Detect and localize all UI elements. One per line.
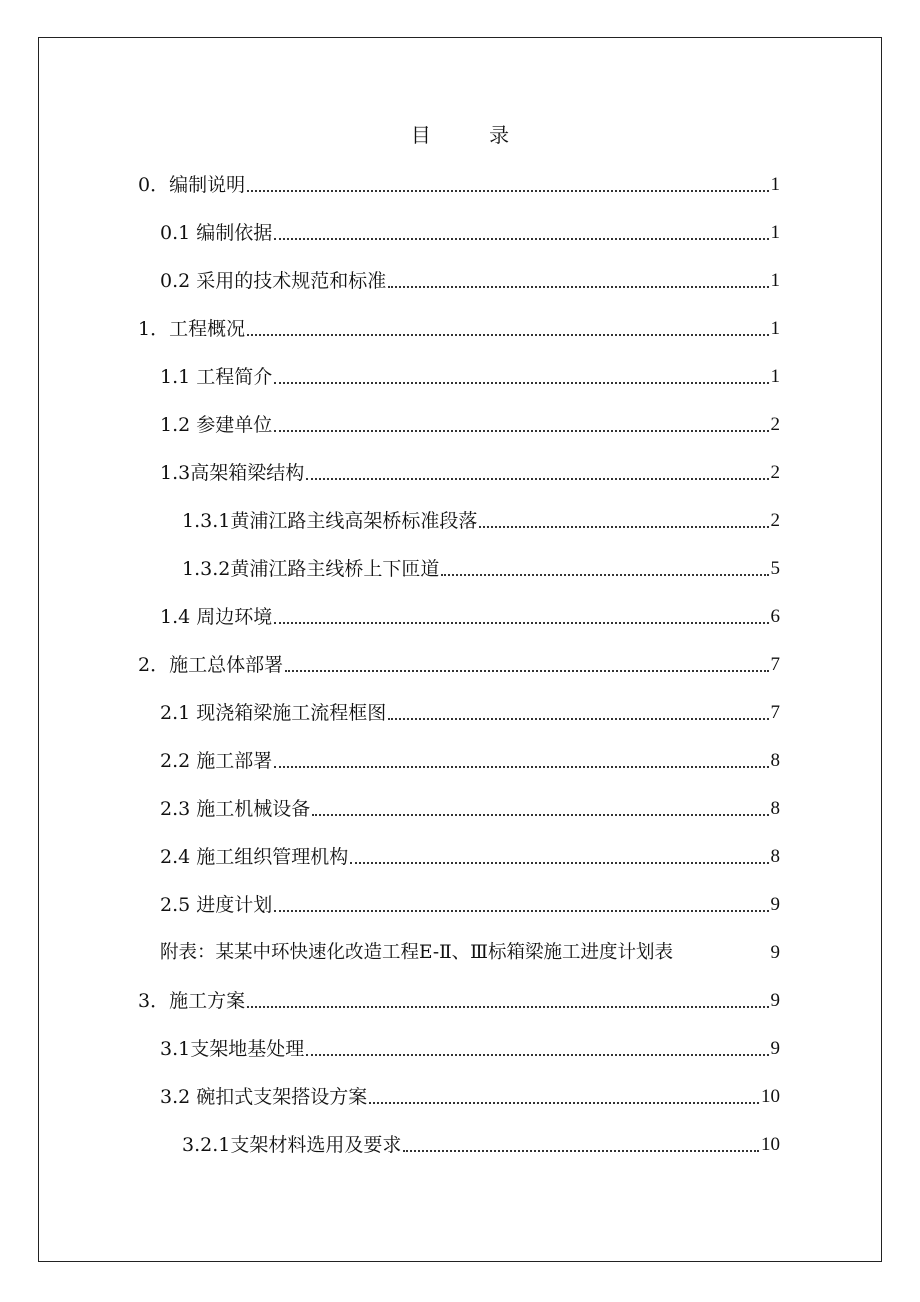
toc-entry-page: 8: [770, 750, 780, 771]
toc-entry[interactable]: [160, 890, 780, 920]
toc-entry-label: 0.2 采用的技术规范和标准: [160, 270, 387, 292]
toc-entry-label: 2.3 施工机械设备: [160, 798, 311, 820]
toc-leader-dots: [388, 286, 768, 288]
toc-entry-page: 7: [770, 654, 780, 675]
toc-entry[interactable]: [160, 458, 780, 488]
toc-entry-page: 2: [770, 414, 780, 435]
toc-leader-dots: [274, 238, 768, 240]
toc-leader-dots: [479, 526, 768, 528]
toc-entry-page: 9: [770, 1038, 780, 1059]
toc-entry[interactable]: [160, 842, 780, 872]
toc-entry-page: 8: [770, 798, 780, 819]
toc-entry[interactable]: [160, 1034, 780, 1064]
toc-leader-dots: [312, 814, 768, 816]
toc-entry[interactable]: [160, 218, 780, 248]
toc-entry-label: 1.3高架箱梁结构: [160, 462, 305, 484]
toc-leader-dots: [247, 190, 768, 192]
toc-entry-label: 3.1支架地基处理: [160, 1038, 305, 1060]
toc-entry[interactable]: [160, 410, 780, 440]
toc-leader-dots: [285, 670, 768, 672]
toc-entry[interactable]: [160, 794, 780, 824]
toc-entry-page: 1: [770, 174, 780, 195]
toc-entry[interactable]: [138, 986, 780, 1016]
toc-leader-dots: [306, 1054, 768, 1056]
toc-entry[interactable]: [160, 602, 780, 632]
toc-entry[interactable]: [138, 170, 780, 200]
toc-entry-page: 9: [770, 990, 780, 1011]
toc-leader-dots: [274, 622, 768, 624]
toc-entry-page: 2: [770, 510, 780, 531]
toc-entry-label: 0.1 编制依据: [160, 222, 273, 244]
toc-entry[interactable]: [160, 1082, 780, 1112]
toc-entry-label: 2．施工总体部署: [138, 654, 284, 676]
toc-entry[interactable]: [160, 698, 780, 728]
toc-entry-page: 2: [770, 462, 780, 483]
toc-entry-label: 0．编制说明: [138, 174, 246, 196]
toc-entry-page: 8: [770, 846, 780, 867]
toc-leader-dots: [274, 910, 768, 912]
toc-entry-label: 1.1 工程简介: [160, 366, 273, 388]
toc-entry-label: 3．施工方案: [138, 990, 246, 1012]
toc-title: 目 录: [410, 123, 536, 147]
toc-entry[interactable]: [182, 554, 780, 584]
toc-leader-dots: [274, 430, 768, 432]
toc-entry-page: 10: [761, 1086, 780, 1107]
toc-entry-label: 2.1 现浇箱梁施工流程框图: [160, 702, 387, 724]
toc-entry-page: 1: [770, 270, 780, 291]
toc-entry-label: 2.2 施工部署: [160, 750, 273, 772]
toc-entry-page: 1: [770, 366, 780, 387]
toc-leader-dots: [441, 574, 768, 576]
toc-entry[interactable]: [138, 314, 780, 344]
toc-leader-dots: [247, 1006, 768, 1008]
toc-entry-label: 2.4 施工组织管理机构: [160, 846, 349, 868]
toc-entry-label: 3.2.1支架材料选用及要求: [182, 1134, 402, 1156]
toc-entry-page: 1: [770, 222, 780, 243]
toc-entry-label: 1.2 参建单位: [160, 414, 273, 436]
toc-entry-page: 6: [770, 606, 780, 627]
toc-leader-dots: [247, 334, 768, 336]
toc-leader-dots: [274, 382, 768, 384]
toc-entry-page: 9: [770, 942, 780, 963]
toc-leader-dots: [350, 862, 768, 864]
toc-entry-label: 1.3.2黄浦江路主线桥上下匝道: [182, 558, 440, 580]
toc-leader-dots: [403, 1150, 759, 1152]
toc-entry[interactable]: [138, 650, 780, 680]
toc-entry-label: 1．工程概况: [138, 318, 246, 340]
toc-entry-label: 1.4 周边环境: [160, 606, 273, 628]
toc-entry[interactable]: [160, 362, 780, 392]
toc-entry[interactable]: [160, 938, 780, 968]
toc-leader-dots: [306, 478, 768, 480]
toc-entry[interactable]: [182, 506, 780, 536]
toc-entry[interactable]: [182, 1130, 780, 1160]
toc-entry-page: 9: [770, 894, 780, 915]
toc-leader-dots: [369, 1102, 759, 1104]
toc-entry-page: 1: [770, 318, 780, 339]
toc-entry-page: 5: [770, 558, 780, 579]
toc-entry-page: 7: [770, 702, 780, 723]
toc-entry[interactable]: [160, 746, 780, 776]
toc-leader-dots: [274, 766, 768, 768]
toc-entry-page: 10: [761, 1134, 780, 1155]
toc-entry-label: 2.5 进度计划: [160, 894, 273, 916]
toc-leader-dots: [388, 718, 768, 720]
toc-entry-label: 附表：某某中环快速化改造工程E-Ⅱ、Ⅲ标箱梁施工进度计划表: [160, 942, 674, 963]
toc-entry[interactable]: [160, 266, 780, 296]
toc-entry-label: 3.2 碗扣式支架搭设方案: [160, 1086, 368, 1108]
toc-entry-label: 1.3.1黄浦江路主线高架桥标准段落: [182, 510, 478, 532]
